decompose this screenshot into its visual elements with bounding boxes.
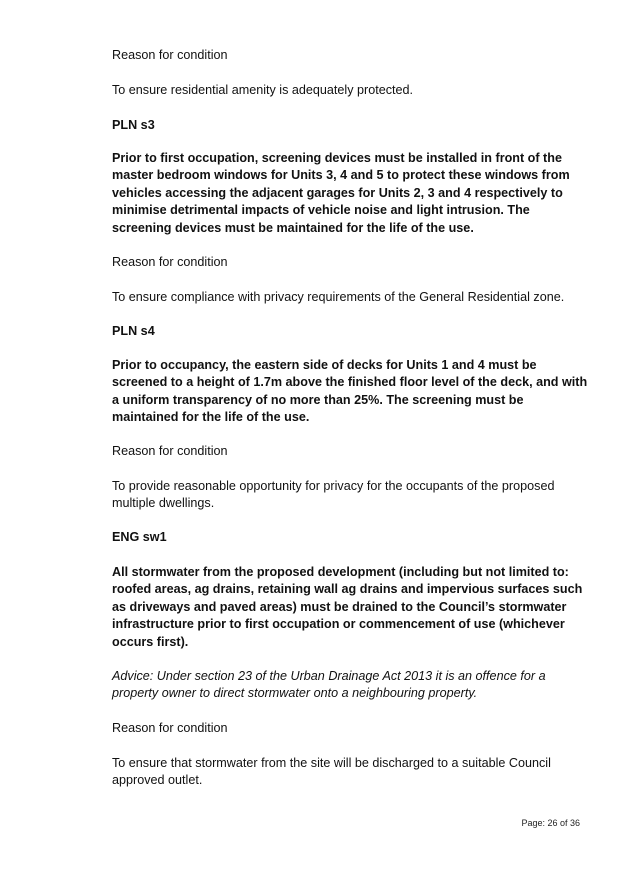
condition-heading-eng-sw1: ENG sw1 (112, 530, 167, 544)
reason-text: To provide reasonable opportunity for privacy for the occupants of the proposed multiple dwellings. (112, 479, 555, 511)
condition-text-eng-sw1: All stormwater from the proposed development (including but not limited to: roofed areas, ag drains, retaining wall ag drains and impervious surfaces such as driveways and paved areas) must be drained to the Council’s stormwater infrastructure prior to first occupation or commencement of use (whichever occurs first). (112, 565, 583, 649)
reason-label: Reason for condition (112, 48, 228, 62)
reason-label: Reason for condition (112, 255, 228, 269)
condition-text-pln-s4: Prior to occupancy, the eastern side of decks for Units 1 and 4 must be screened to a height of 1.7m above the finished floor level of the deck, and with a uniform transparency of no more than 25%. The screening must be maintained for the life of the use. (112, 358, 588, 425)
reason-label: Reason for condition (112, 721, 228, 735)
reason-label: Reason for condition (112, 444, 228, 458)
advice-note: Advice: Under section 23 of the Urban Drainage Act 2013 it is an offence for a property owner to direct stormwater onto a neighbouring property. (112, 669, 546, 701)
condition-heading-pln-s3: PLN s3 (112, 118, 155, 132)
condition-heading-pln-s4: PLN s4 (112, 324, 155, 338)
reason-text: To ensure that stormwater from the site will be discharged to a suitable Council approved outlet. (112, 756, 551, 788)
reason-text: To ensure residential amenity is adequately protected. (112, 83, 414, 97)
reason-text: To ensure compliance with privacy requirements of the General Residential zone. (112, 290, 565, 304)
condition-text-pln-s3: Prior to first occupation, screening devices must be installed in front of the master bedroom windows for Units 3, 4 and 5 to protect these windows from vehicles accessing the adjacent garages for Units 2, 3 and 4 respectively to minimise detrimental impacts of vehicle noise and light intrusion. The screening devices must be maintained for the life of the use. (112, 151, 570, 235)
page-number: Page: 26 of 36 (521, 818, 580, 828)
